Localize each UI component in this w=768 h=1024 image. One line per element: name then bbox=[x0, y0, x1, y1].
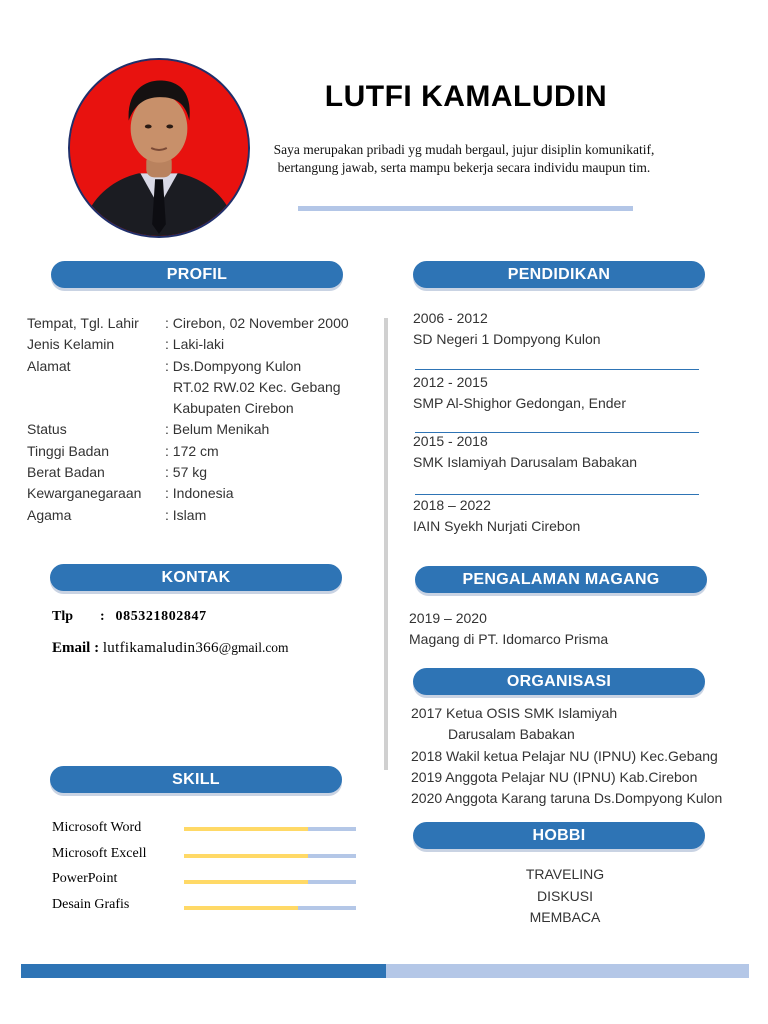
profile-row: Berat Badan : 57 kg bbox=[27, 464, 208, 481]
footer-bar-dark bbox=[21, 964, 386, 978]
education-school: SMK Islamiyah Darusalam Babakan bbox=[413, 454, 638, 470]
education-years: 2018 – 2022 bbox=[413, 497, 491, 513]
section-hobbi: HOBBI bbox=[413, 822, 705, 849]
skill-bar bbox=[184, 906, 356, 910]
summary-text: Saya merupakan pribadi yg mudah bergaul, jujur disiplin komunikatif, bertangung jawab, serta mampu bekerja secara individu maupun tim. bbox=[273, 142, 655, 175]
list-item: 2020 Anggota Karang taruna Ds.Dompyong Kulon bbox=[411, 790, 723, 807]
contact-phone: Tlp : 085321802847 bbox=[52, 609, 207, 624]
profile-row: Kabupaten Cirebon bbox=[173, 400, 294, 417]
education-years: 2015 - 2018 bbox=[413, 433, 488, 449]
skill-level bbox=[184, 880, 308, 884]
email-domain: @gmail.com bbox=[218, 640, 289, 655]
section-profil: PROFIL bbox=[51, 261, 343, 288]
list-item: TRAVELING bbox=[525, 866, 605, 882]
profile-row: Jenis Kelamin : Laki-laki bbox=[27, 336, 225, 353]
skill-name: Microsoft Word bbox=[52, 820, 142, 835]
list-item: Darusalam Babakan bbox=[448, 726, 575, 743]
section-skill: SKILL bbox=[50, 766, 342, 793]
internship-years: 2019 – 2020 bbox=[409, 610, 487, 626]
person-portrait-icon bbox=[70, 60, 248, 236]
profile-photo bbox=[68, 58, 250, 238]
column-divider bbox=[384, 318, 388, 770]
skill-bar bbox=[184, 880, 356, 884]
phone-label: Tlp bbox=[52, 609, 74, 624]
hobby-list bbox=[413, 864, 717, 929]
education-item bbox=[413, 495, 699, 537]
footer-bar-light bbox=[386, 964, 749, 978]
profile-row: Tinggi Badan : 172 cm bbox=[27, 442, 219, 459]
header-divider bbox=[298, 206, 633, 211]
skill-name: Microsoft Excell bbox=[52, 846, 147, 861]
skill-bar bbox=[184, 854, 356, 858]
education-years: 2006 - 2012 bbox=[413, 310, 488, 326]
section-magang: PENGALAMAN MAGANG bbox=[415, 566, 707, 593]
email-label: Email : bbox=[52, 640, 100, 656]
list-item: MEMBACA bbox=[529, 909, 601, 925]
section-kontak: KONTAK bbox=[50, 564, 342, 591]
profile-row: Kewarganegaraan : Indonesia bbox=[27, 485, 234, 502]
section-organisasi: ORGANISASI bbox=[413, 668, 705, 695]
list-item: 2018 Wakil ketua Pelajar NU (IPNU) Kec.Gebang bbox=[411, 747, 718, 764]
education-item bbox=[413, 372, 699, 414]
education-school: SMP Al-Shighor Gedongan, Ender bbox=[413, 395, 626, 411]
phone-number: 085321802847 bbox=[115, 609, 207, 624]
profile-row: RT.02 RW.02 Kec. Gebang bbox=[173, 378, 341, 395]
skill-level bbox=[184, 906, 298, 910]
section-pendidikan: PENDIDIKAN bbox=[413, 261, 705, 288]
skill-level bbox=[184, 854, 308, 858]
education-item bbox=[413, 431, 699, 473]
list-item: DISKUSI bbox=[536, 887, 593, 904]
profile-details bbox=[27, 313, 377, 526]
skill-name: Desain Grafis bbox=[52, 897, 130, 912]
organization-list bbox=[411, 703, 761, 809]
profile-row: Alamat : Ds.Dompyong Kulon bbox=[27, 357, 302, 374]
education-school: IAIN Syekh Nurjati Cirebon bbox=[413, 518, 581, 534]
list-item: 2017 Ketua OSIS SMK Islamiyah bbox=[411, 705, 618, 721]
profile-row: Status : Belum Menikah bbox=[27, 421, 270, 438]
skill-level bbox=[184, 827, 308, 831]
skill-bar bbox=[184, 827, 356, 831]
candidate-name: LUTFI KAMALUDIN bbox=[324, 80, 608, 113]
list-item: 2019 Anggota Pelajar NU (IPNU) Kab.Cirebon bbox=[411, 768, 698, 785]
education-divider bbox=[415, 369, 699, 370]
education-item bbox=[413, 308, 699, 350]
internship-place: Magang di PT. Idomarco Prisma bbox=[409, 631, 609, 647]
skill-name: PowerPoint bbox=[52, 871, 118, 886]
education-school: SD Negeri 1 Dompyong Kulon bbox=[413, 331, 601, 347]
profile-row: Tempat, Tgl. Lahir : Cirebon, 02 November 2000 bbox=[27, 315, 349, 331]
education-years: 2012 - 2015 bbox=[413, 374, 488, 390]
email-user: lutfikamaludin366 bbox=[102, 640, 219, 656]
profile-row: Agama : Islam bbox=[27, 506, 207, 523]
contact-email bbox=[52, 640, 289, 657]
